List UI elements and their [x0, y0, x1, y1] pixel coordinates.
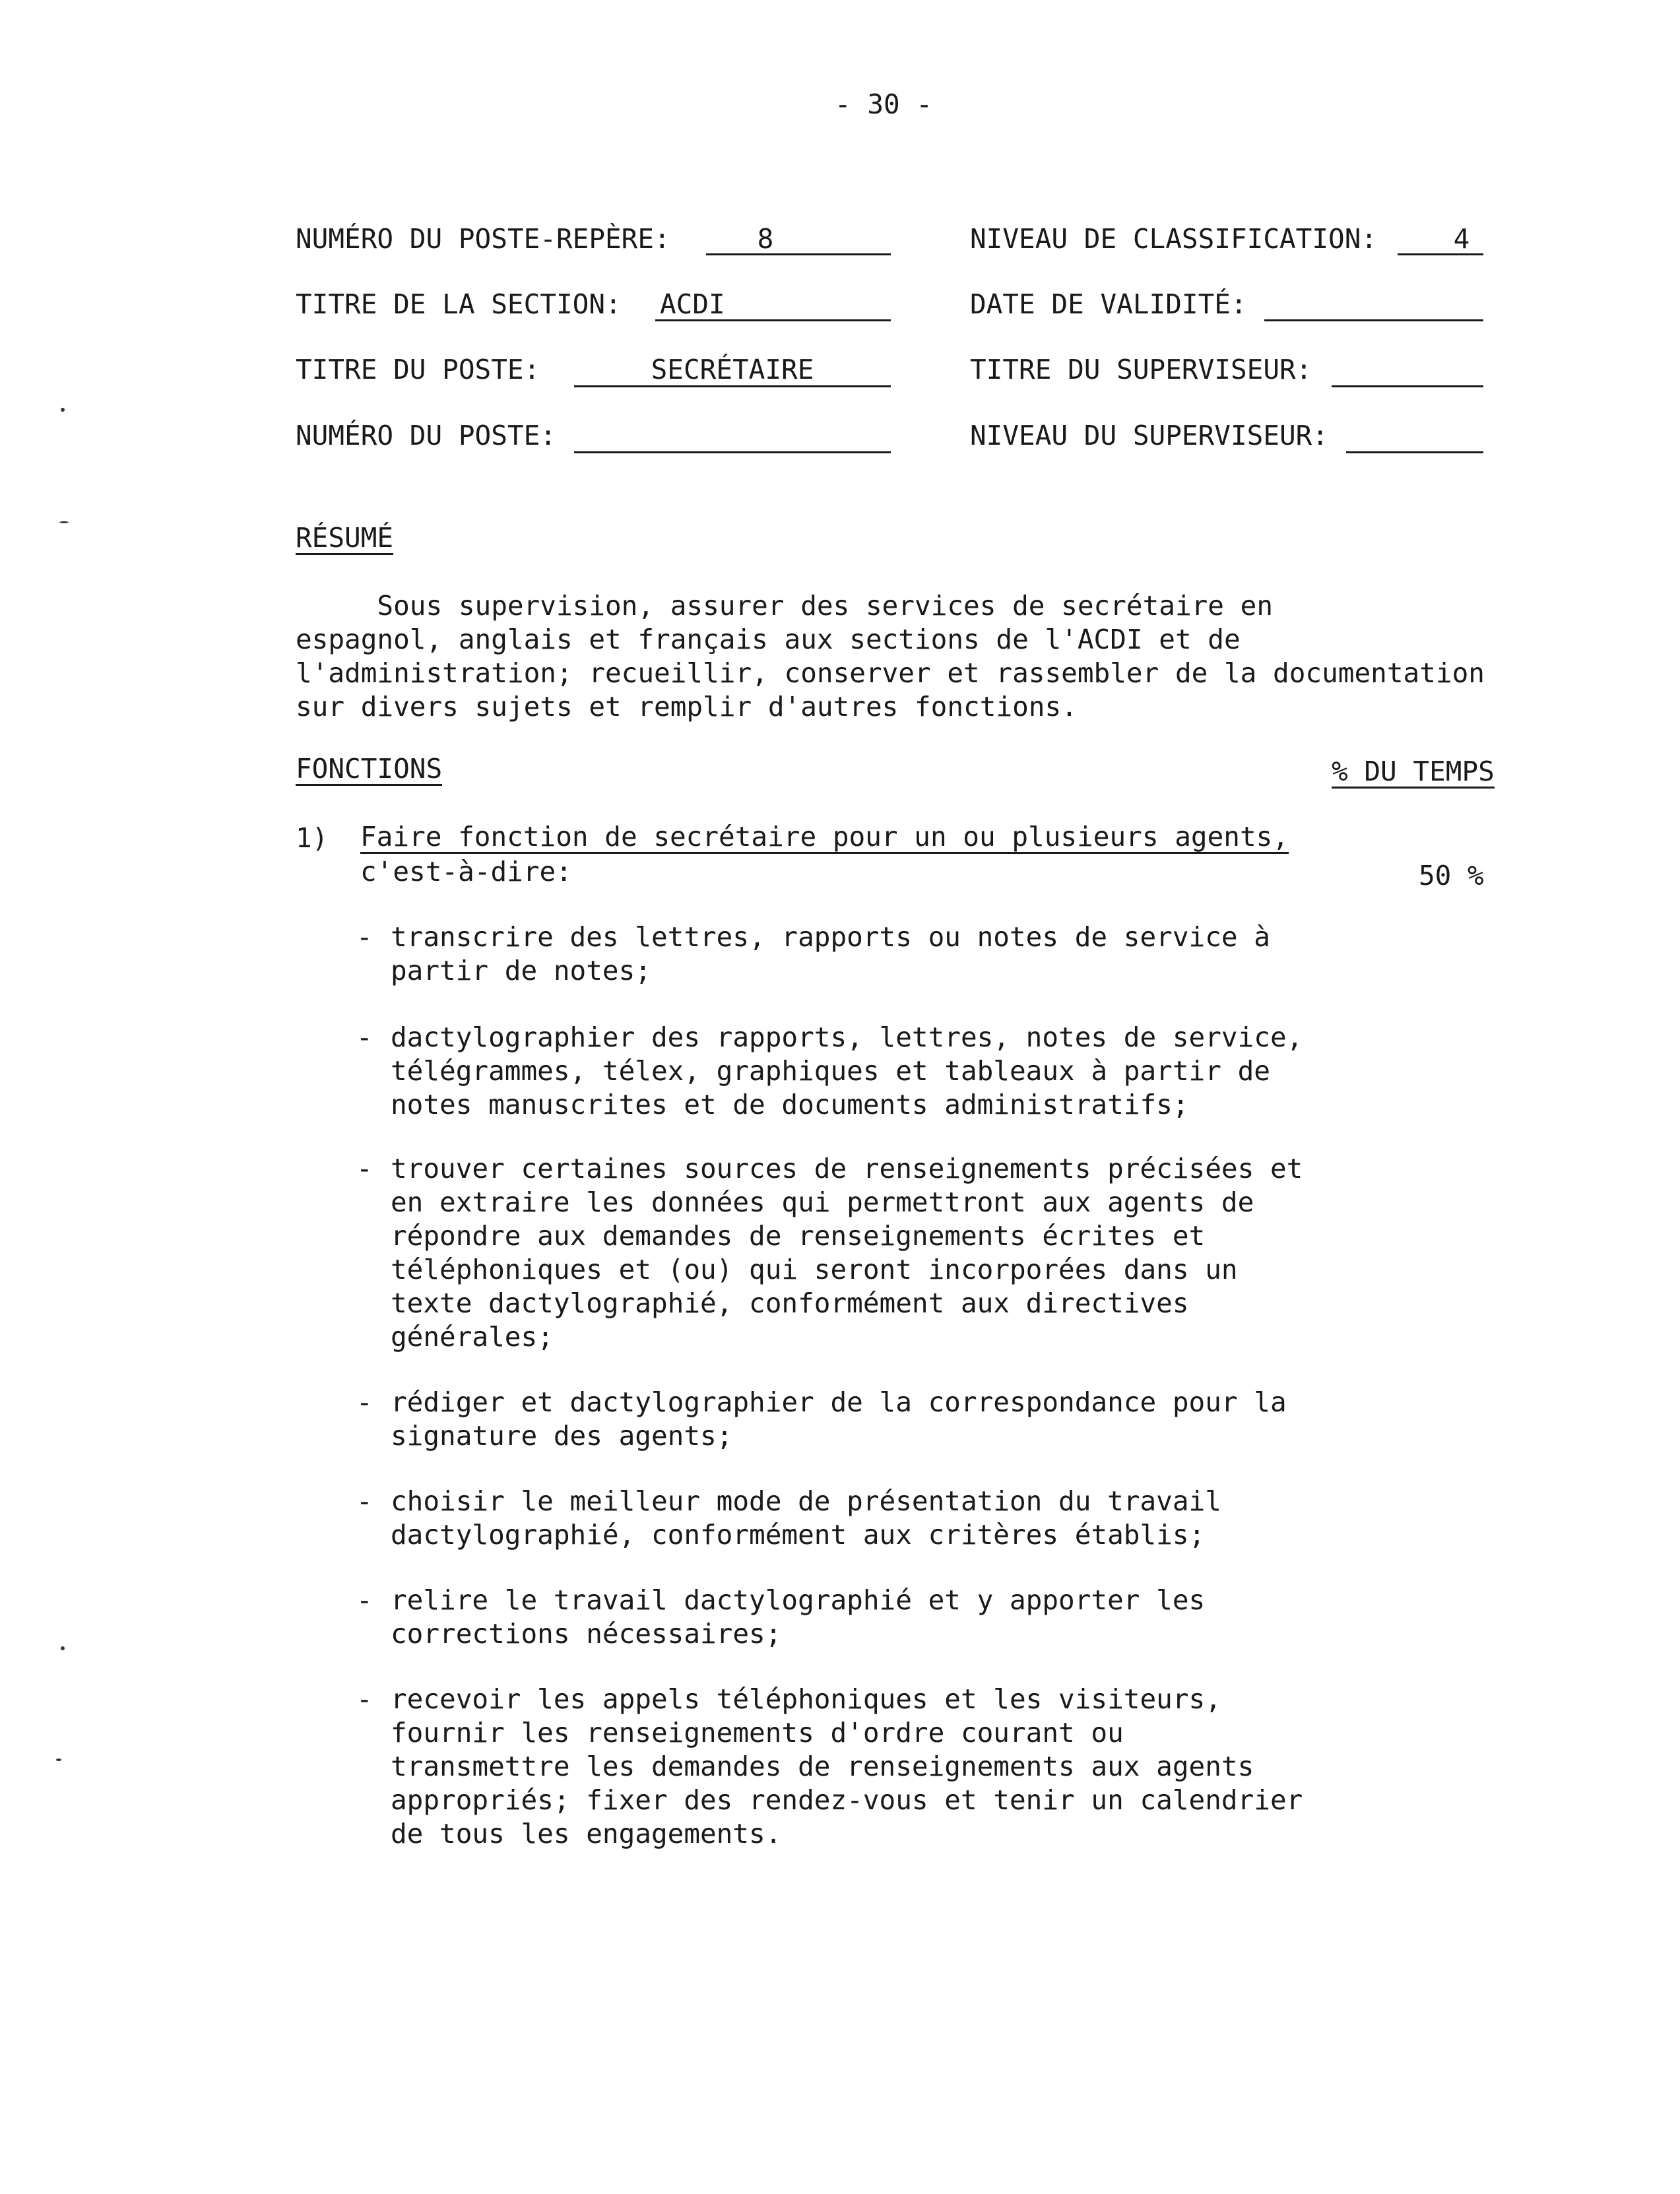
resume-line-3: l'administration; recueillir, conserver et rassembler de la documentation — [296, 657, 1485, 689]
scan-speck — [61, 1646, 65, 1650]
bullet-dash: - — [356, 1485, 373, 1517]
bullet-line: signature des agents; — [391, 1420, 733, 1452]
bullet-dash: - — [356, 1584, 373, 1616]
item-number: 1) — [296, 822, 329, 854]
date-validite-label: DATE DE VALIDITÉ: — [970, 288, 1247, 320]
bullet-line: téléphoniques et (ou) qui seront incorporées dans un — [391, 1254, 1238, 1285]
scan-speck — [59, 521, 69, 523]
bullet-line: répondre aux demandes de renseignements écrites et — [391, 1220, 1206, 1252]
titre-poste-label: TITRE DU POSTE: — [296, 354, 540, 385]
resume-line-4: sur divers sujets et remplir d'autres fonctions. — [296, 691, 1078, 723]
bullet-line: dactylographié, conformément aux critères établis; — [391, 1519, 1206, 1551]
page-number: - 30 - — [835, 88, 933, 120]
niveau-classification-value: 4 — [1453, 223, 1470, 255]
bullet-line: fournir les renseignements d'ordre courant ou — [391, 1717, 1124, 1749]
titre-superviseur-label: TITRE DU SUPERVISEUR: — [970, 354, 1312, 385]
niveau-superviseur-label: NIVEAU DU SUPERVISEUR: — [970, 420, 1329, 451]
numero-poste-label: NUMÉRO DU POSTE: — [296, 420, 556, 451]
bullet-line: trouver certaines sources de renseignements précisées et — [391, 1153, 1303, 1184]
bullet-line: transmettre les demandes de renseignements aux agents — [391, 1751, 1254, 1782]
resume-line-2: espagnol, anglais et français aux sections de l'ACDI et de — [296, 624, 1241, 655]
bullet-dash: - — [356, 1021, 373, 1053]
bullet-line: partir de notes; — [391, 955, 651, 986]
item-title-line-2: c'est-à-dire: — [360, 856, 572, 887]
titre-section-value: ACDI — [660, 288, 725, 320]
bullet-line: recevoir les appels téléphoniques et les visiteurs, — [391, 1683, 1221, 1715]
fonctions-heading: FONCTIONS — [296, 753, 443, 785]
bullet-line: de tous les engagements. — [391, 1818, 782, 1850]
titre-poste-value: SECRÉTAIRE — [651, 354, 814, 385]
bullet-line: en extraire les données qui permettront aux agents de — [391, 1186, 1254, 1218]
date-validite-line — [1264, 319, 1483, 321]
time-heading: % DU TEMPS — [1332, 756, 1495, 787]
bullet-dash: - — [356, 921, 373, 953]
resume-heading: RÉSUMÉ — [296, 522, 394, 554]
bullet-line: transcrire des lettres, rapports ou notes de service à — [391, 921, 1270, 953]
bullet-line: choisir le meilleur mode de présentation du travail — [391, 1485, 1221, 1517]
niveau-classification-label: NIVEAU DE CLASSIFICATION: — [970, 223, 1378, 255]
bullet-line: relire le travail dactylographié et y apporter les — [391, 1584, 1206, 1616]
bullet-line: corrections nécessaires; — [391, 1618, 782, 1650]
bullet-line: rédiger et dactylographier de la correspondance pour la — [391, 1386, 1287, 1418]
item-title-line-1: Faire fonction de secrétaire pour un ou plusieurs agents, — [360, 821, 1289, 853]
bullet-dash: - — [356, 1386, 373, 1418]
bullet-dash: - — [356, 1153, 373, 1184]
niveau-superviseur-line — [1346, 451, 1483, 453]
titre-superviseur-line — [1332, 385, 1483, 387]
bullet-line: texte dactylographié, conformément aux directives — [391, 1287, 1189, 1319]
item-percent: 50 % — [1419, 860, 1484, 891]
bullet-line: appropriés; fixer des rendez-vous et tenir un calendrier — [391, 1784, 1303, 1816]
bullet-line: générales; — [391, 1321, 554, 1353]
bullet-dash: - — [356, 1683, 373, 1715]
scan-speck — [56, 1758, 61, 1761]
resume-line-1: Sous supervision, assurer des services de secrétaire en — [296, 590, 1274, 622]
numero-poste-repere-label: NUMÉRO DU POSTE-REPÈRE: — [296, 223, 670, 255]
numero-poste-line — [574, 451, 891, 453]
bullet-line: dactylographier des rapports, lettres, notes de service, — [391, 1021, 1303, 1053]
bullet-line: notes manuscrites et de documents administratifs; — [391, 1089, 1189, 1120]
titre-section-label: TITRE DE LA SECTION: — [296, 288, 622, 320]
scan-speck — [61, 408, 65, 412]
numero-poste-repere-value: 8 — [757, 223, 774, 255]
bullet-line: télégrammes, télex, graphiques et tableaux à partir de — [391, 1055, 1270, 1087]
